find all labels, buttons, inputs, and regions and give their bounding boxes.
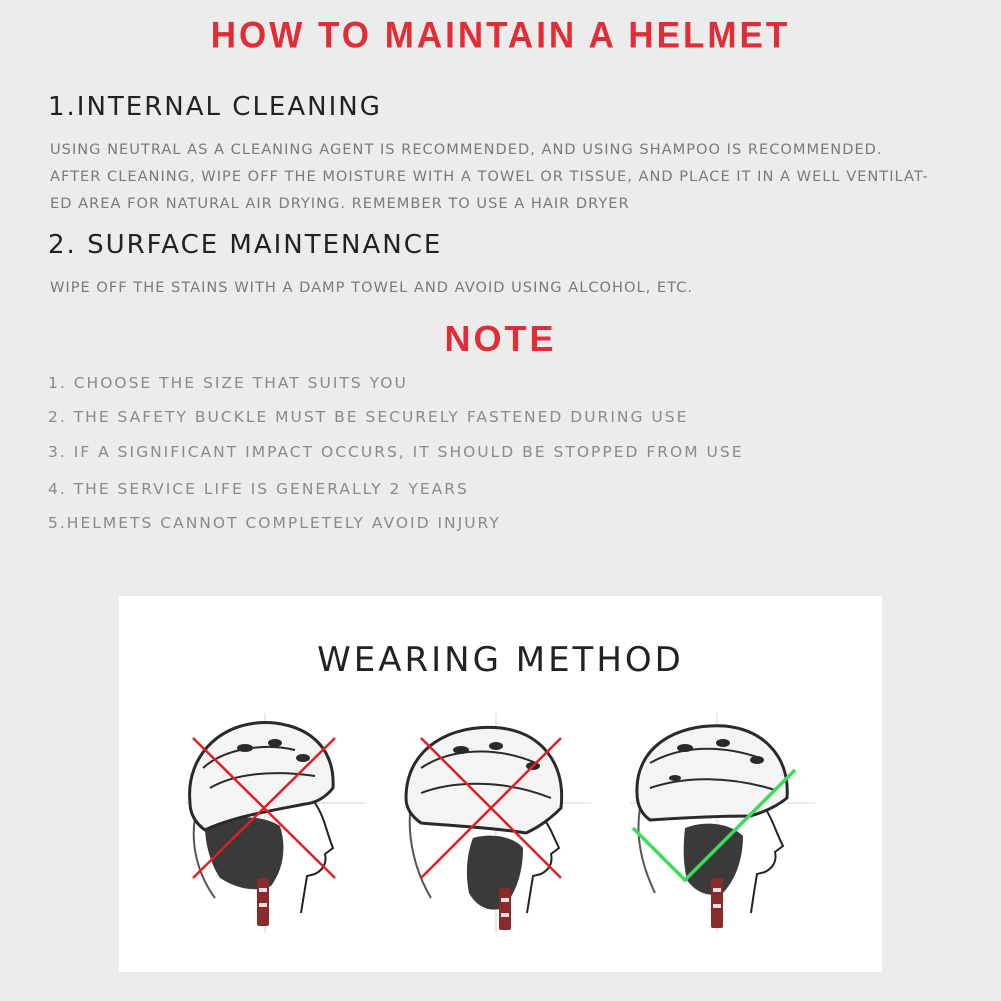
helmet-tilted-forward-wrong-icon — [401, 708, 601, 938]
wearing-method-card — [119, 596, 882, 972]
note-item: 4. THE SERVICE LIFE IS GENERALLY 2 YEARS — [48, 480, 469, 498]
internal-cleaning-line: ED AREA FOR NATURAL AIR DRYING. REMEMBER TO USE A HAIR DRYER — [50, 195, 630, 212]
surface-maintenance-text — [50, 274, 980, 301]
note-item: 1. CHOOSE THE SIZE THAT SUITS YOU — [48, 374, 408, 392]
surface-maintenance-line: WIPE OFF THE STAINS WITH A DAMP TOWEL AND AVOID USING ALCOHOL, ETC. — [50, 279, 694, 296]
note-item: 5.HELMETS CANNOT COMPLETELY AVOID INJURY — [48, 514, 501, 532]
internal-cleaning-line: USING NEUTRAL AS A CLEANING AGENT IS RECOMMENDED, AND USING SHAMPOO IS RECOMMENDED. — [50, 141, 883, 158]
note-title: NOTE — [444, 318, 557, 359]
section-heading-surface-maintenance: 2. SURFACE MAINTENANCE — [48, 230, 443, 260]
internal-cleaning-text — [50, 136, 980, 217]
helmet-tilted-back-wrong-icon — [175, 708, 375, 938]
note-item: 2. THE SAFETY BUCKLE MUST BE SECURELY FASTENED DURING USE — [48, 408, 689, 426]
section-heading-internal-cleaning: 1.INTERNAL CLEANING — [48, 92, 382, 122]
note-item: 3. IF A SIGNIFICANT IMPACT OCCURS, IT SHOULD BE STOPPED FROM USE — [48, 443, 744, 461]
helmet-level-correct-icon — [625, 708, 825, 938]
page-title: HOW TO MAINTAIN A HELMET — [210, 15, 791, 56]
wearing-method-title: WEARING METHOD — [317, 640, 684, 680]
internal-cleaning-line: AFTER CLEANING, WIPE OFF THE MOISTURE WITH A TOWEL OR TISSUE, AND PLACE IT IN A WELL VENTILAT- — [50, 168, 929, 185]
